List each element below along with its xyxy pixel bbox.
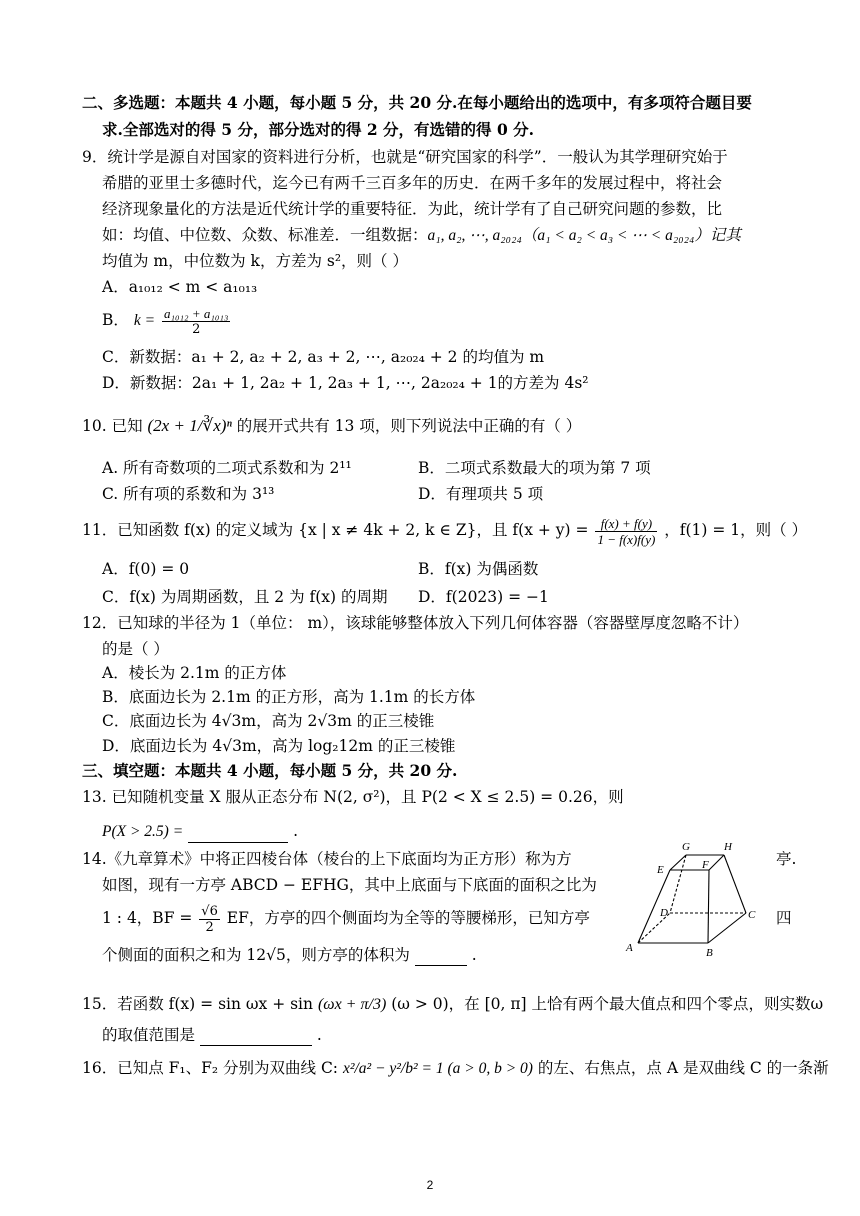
q9-line4 [102,224,741,247]
q10-option-d: D．有理项共 5 项 [418,485,544,503]
q15-paren-expression: (ωx + π/3) [317,996,387,1013]
q11-option-b: B．f(x) 为偶函数 [418,560,539,578]
q16-line1 [82,1054,829,1083]
q9-option-b [102,302,232,339]
q13-expression: P(X > 2.5) = [102,823,184,840]
q10-option-c: C. 所有项的系数和为 3¹³ [102,485,275,503]
q16-hyperbola-equation: x²/a² − y²/b² = 1 (a > 0, b > 0) [342,1060,533,1077]
q9-option-b-label: B． [102,311,129,329]
q14-fraction [199,904,220,935]
q14-line3-prefix: 1 : 4，BF = [102,909,193,927]
section2-header-line2: 求.全部选对的得 5 分，部分选对的得 2 分，有选错的得 0 分. [102,120,535,139]
section3-header: 三、填空题：本题共 4 小题，每小题 5 分，共 20 分. [82,761,458,780]
q13-period: . [293,822,298,840]
frustum-figure [620,838,770,968]
q15-answer-blank[interactable] [200,1027,312,1046]
q16-line1-prefix: 16．已知点 F₁、F₂ 分别为双曲线 C: [82,1059,339,1077]
q11-option-d: D．f(2023) = −1 [418,588,549,606]
q11-fraction-numerator: f(x) + f(y) [595,516,657,532]
q11-option-a: A．f(0) = 0 [102,560,190,578]
q11-option-c: C．f(x) 为周期函数，且 2 为 f(x) 的周期 [102,588,388,606]
q10-stem-suffix: 的展开式共有 13 项，则下列说法中正确的有（ ） [236,417,582,435]
q14-line3-suffix: EF，方亭的四个侧面均为全等的等腰梯形，已知方亭 [226,909,590,927]
q9-option-c: C．新数据：a₁ + 2, a₂ + 2, a₃ + 2, ⋯, a₂₀₂₄ + 2 的均值为 m [102,348,545,366]
q10-stem [82,412,581,440]
edge-bc [708,913,746,943]
q9-line5: 均值为 m，中位数为 k，方差为 s²，则（ ） [102,252,408,270]
q16-line1-suffix: 的左、右焦点，点 A 是双曲线 C 的一条渐 [537,1059,829,1077]
q11-stem-suffix: ，f(1) = 1，则（ ） [664,521,808,539]
q9-option-b-fraction [162,306,230,337]
q14-line3-tail: 四 [776,909,792,927]
q10-option-a: A. 所有奇数项的二项式系数和为 2¹¹ [102,459,352,477]
q9-line3: 经济现象量化的方法是近代统计学的重要特征．为此，统计学有了自己研究问题的参数，比 [102,200,723,218]
vertex-label-b: B [706,947,713,959]
q12-line2: 的是（ ） [102,640,169,658]
q12-option-d: D．底面边长为 4√3m，高为 log₂12m 的正三棱锥 [102,737,456,755]
q14-line2: 如图，现有一方亭 ABCD − EFHG，其中上底面与下底面的面积之比为 [102,876,597,894]
q12-option-c: C．底面边长为 4√3m，高为 2√3m 的正三棱锥 [102,712,435,730]
vertex-label-h: H [724,841,732,853]
q14-line1: 14.《九章算术》中将正四棱台体（棱台的上下底面均为正方形）称为方 [82,850,572,868]
vertex-label-e: E [657,864,664,876]
q9-option-b-lhs: k = [133,312,156,329]
q10-option-b: B．二项式系数最大的项为第 7 项 [418,459,651,477]
q11-stem [82,512,807,548]
q12-line1: 12．已知球的半径为 1（单位： m），该球能够整体放入下列几何体容器（容器壁厚度忽略不计） [82,614,749,632]
q9-option-b-denominator: 2 [192,321,201,337]
q15-line2-text: 的取值范围是 [102,1026,196,1044]
q9-line4-math: a₁, a₂, ⋯, a₂₀₂₄（a₁ < a₂ < a₃ < ⋯ < a₂₀₂₄）记其 [427,227,741,244]
edge-gd [670,855,686,913]
q9-option-a: A．a₁₀₁₂ < m < a₁₀₁₃ [102,278,258,296]
q9-line4-text: 如：均值、中位数、众数、标准差．一组数据： [102,226,428,244]
q11-fraction-denominator: 1 − f(x)f(y) [597,531,656,547]
q14-line4 [102,944,477,966]
q14-answer-blank[interactable] [415,947,467,966]
vertex-label-a: A [626,942,633,954]
q9-line2: 希腊的亚里士多德时代，迄今已有两千三百多年的历史．在两千多年的发展过程中，将社会 [102,174,723,192]
q14-line3 [102,900,590,936]
q15-line2 [102,1024,322,1046]
q15-period: . [316,1026,322,1044]
q14-fraction-denominator: 2 [205,919,214,935]
vertex-label-f: F [702,859,709,871]
vertex-label-g: G [682,841,690,853]
q14-line4-text: 个侧面的面积之和为 12√5，则方亭的体积为 [102,946,410,964]
q11-fraction [595,516,657,547]
q10-binomial-expression: (2x + 1/∛x)ⁿ [147,416,232,435]
q9-option-d: D．新数据：2a₁ + 1, 2a₂ + 1, 2a₃ + 1, ⋯, 2a₂₀₂₄ + 1的方差为 4s² [102,374,589,392]
q15-line1 [82,990,823,1019]
q15-line1-prefix: 15．若函数 f(x) = sin ωx + sin [82,995,314,1013]
section2-header-line1: 二、多选题：本题共 4 小题，每小题 5 分，共 20 分.在每小题给出的选项中，有多项符合题目要 [82,93,752,112]
edge-fb [708,870,709,943]
page-number: 2 [426,1178,434,1192]
edge-hc [724,855,746,913]
q12-option-a: A．棱长为 2.1m 的正方体 [102,664,287,682]
q13-line2 [102,820,298,843]
q9-option-b-numerator: a₁₀₁₂ + a₁₀₁₃ [163,305,229,321]
q11-stem-prefix: 11．已知函数 f(x) 的定义域为 {x | x ≠ 4k + 2, k ∈ Z}，且 f(x + y) = [82,521,589,539]
q13-answer-blank[interactable] [188,824,288,843]
q15-line1-suffix: (ω > 0)，在 [0, π] 上恰有两个最大值点和四个零点，则实数ω [391,995,824,1013]
q12-option-b: B．底面边长为 2.1m 的正方形，高为 1.1m 的长方体 [102,688,476,706]
vertex-label-d: D [660,907,668,919]
q14-period: . [471,946,477,964]
q9-line1: 9．统计学是源自对国家的资料进行分析，也就是“研究国家的科学”．一般认为其学理研究始于 [82,148,728,166]
q10-stem-prefix: 10. 已知 [82,417,143,435]
vertex-label-c: C [748,909,756,921]
q13-line1: 13. 已知随机变量 X 服从正态分布 N(2, σ²)，且 P(2 < X ≤ 2.5) = 0.26，则 [82,788,624,806]
edge-hf [709,855,724,870]
q14-line1-tail: 亭. [776,850,797,868]
q14-fraction-numerator: √6 [201,903,218,919]
